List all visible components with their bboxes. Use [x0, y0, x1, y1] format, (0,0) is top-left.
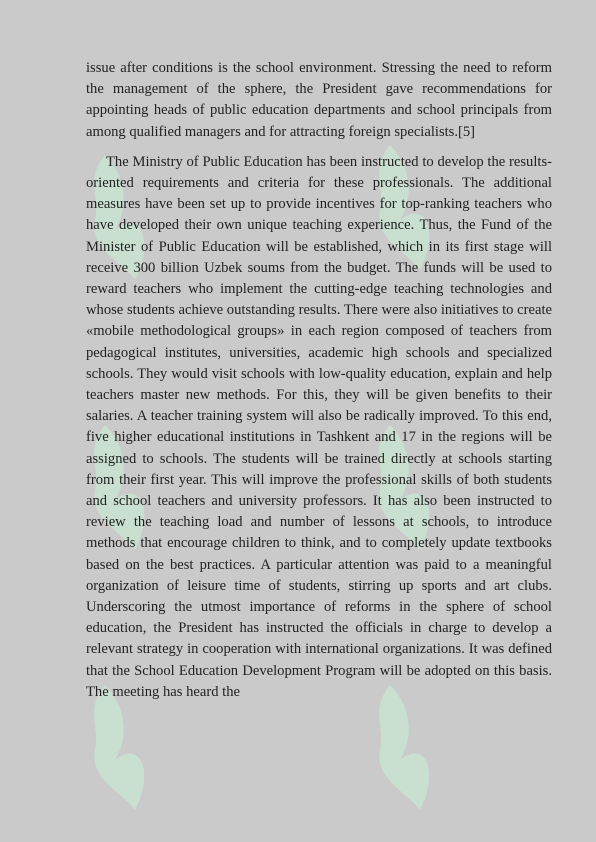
paragraph-2: The Ministry of Public Education has been instructed to develop the results-oriented requirements and criteria for these professionals. The additional measures have been set up to provide incentives for top-ranking teachers who have developed their own unique teaching experience. Thus, the Fund of the Minister of Public Education will be established, which in its first stage will receive 300 billion Uzbek soums from the budget. The funds will be used to reward teachers who implement the cutting-edge teaching technologies and whose students achieve outstanding results. There were also initiatives to create «mobile methodological groups» in each region composed of teachers from pedagogical institutes, universities, academic high schools and specialized schools. They would visit schools with low-quality education, explain and help teachers master new methods. For this, they will be given benefits to their salaries. A teacher training system will also be radically improved. To this end, five higher educational institutions in Tashkent and 17 in the regions will be assigned to schools. The students will be trained directly at schools starting from their first year. This will improve the professional skills of both students and school teachers and university professors. It has also been instructed to review the teaching load and number of lessons at schools, to introduce methods that encourage children to think, and to completely update textbooks based on the best practices. A particular attention was paid to a meaningful organization of leisure time of students, stirring up sports and art clubs. Underscoring the utmost importance of reforms in the sphere of school education, the President has instructed the officials in charge to develop a relevant strategy in cooperation with international organizations. It was defined that the School Education Development Program will be adopted on this basis. The meeting has heard the: [86, 153, 552, 700]
paragraph-1: issue after conditions is the school environment. Stressing the need to reform the management of the sphere, the President gave recommendations for appointing heads of public education departments and school principals from among qualified managers and for attracting foreign specialists.[5]: [86, 60, 552, 140]
body-text: [86, 58, 552, 703]
